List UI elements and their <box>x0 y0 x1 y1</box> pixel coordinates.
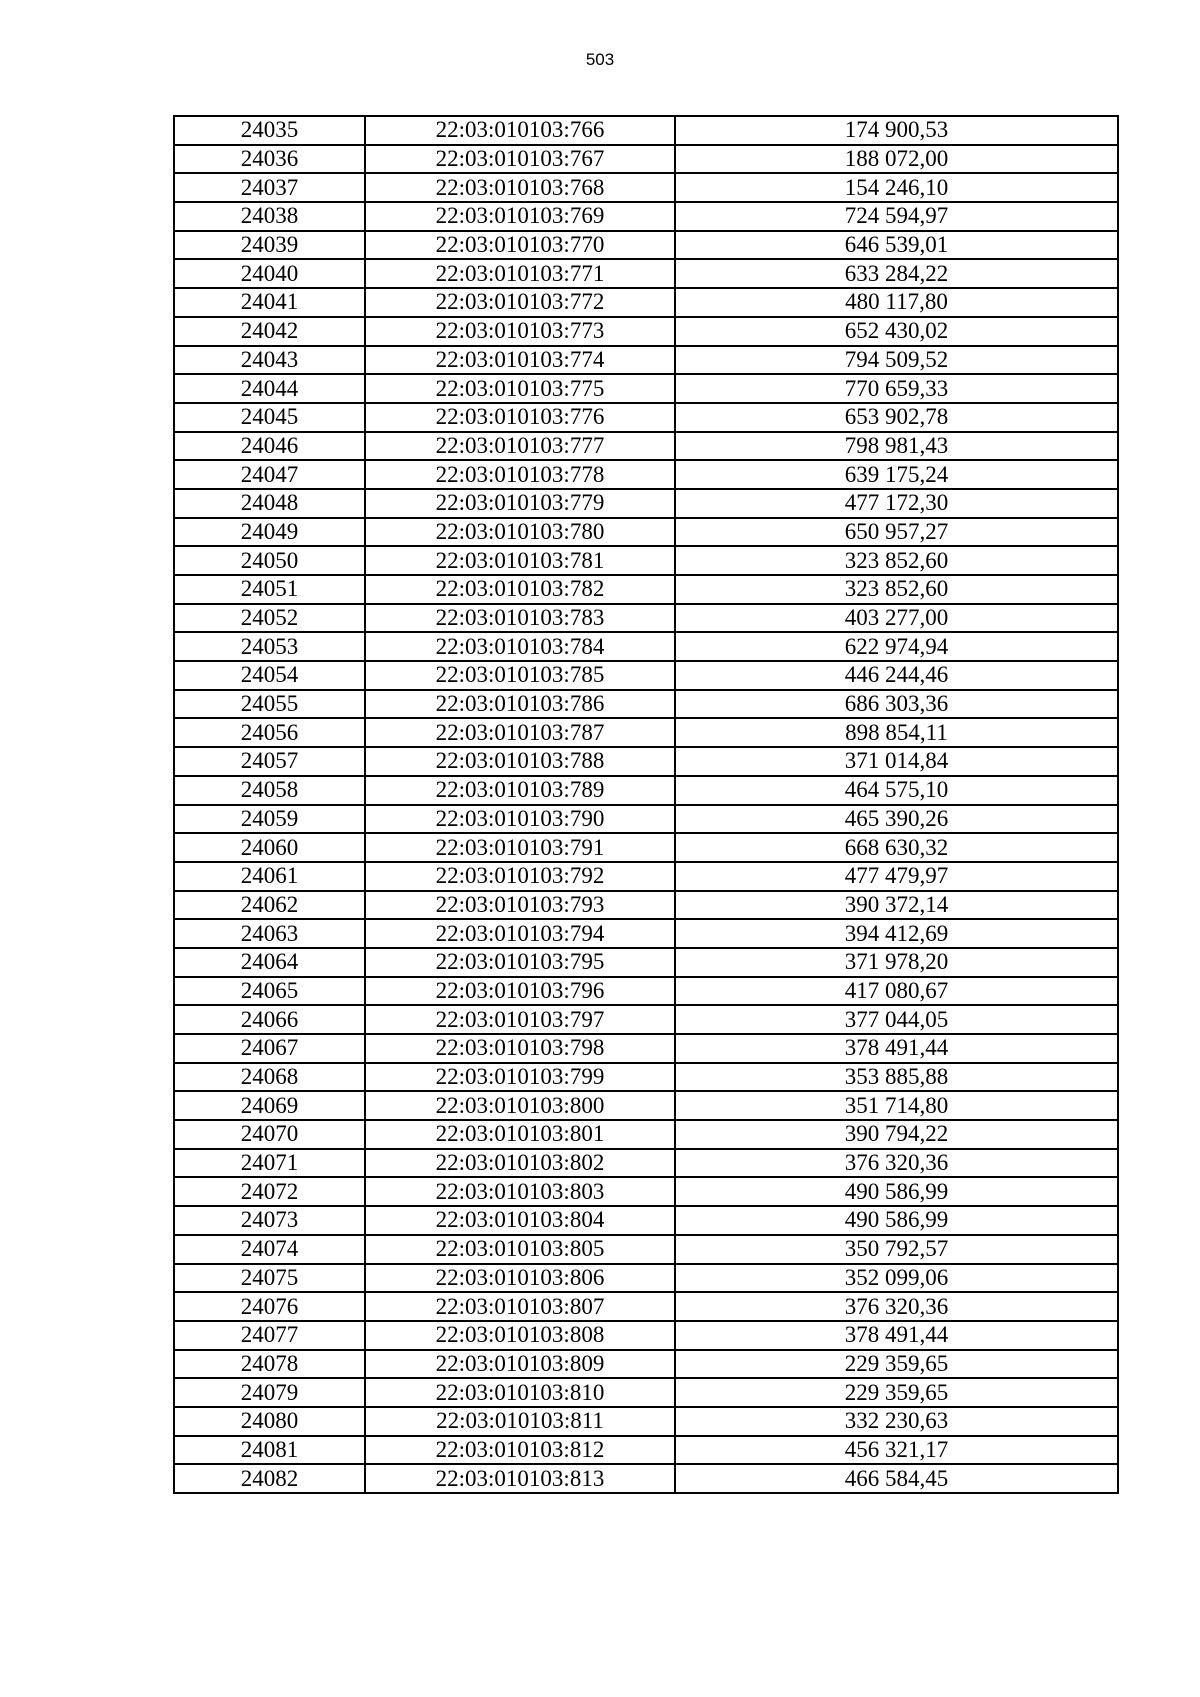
table-row <box>174 202 1118 231</box>
table-row <box>174 977 1118 1006</box>
row-number-cell: 24038 <box>174 202 365 231</box>
table-row <box>174 288 1118 317</box>
row-number-cell: 24066 <box>174 1005 365 1034</box>
cadastral-number-cell: 22:03:010103:804 <box>365 1206 675 1235</box>
cadastral-number-cell: 22:03:010103:794 <box>365 919 675 948</box>
row-number-cell: 24057 <box>174 747 365 776</box>
cadastral-number-cell: 22:03:010103:773 <box>365 317 675 346</box>
row-number-cell: 24040 <box>174 259 365 288</box>
table-row <box>174 690 1118 719</box>
table-row <box>174 805 1118 834</box>
cadastral-value-cell: 350 792,57 <box>675 1235 1118 1264</box>
table-row <box>174 1149 1118 1178</box>
cadastral-number-cell: 22:03:010103:791 <box>365 833 675 862</box>
row-number-cell: 24047 <box>174 460 365 489</box>
cadastral-number-cell: 22:03:010103:782 <box>365 575 675 604</box>
row-number-cell: 24064 <box>174 948 365 977</box>
cadastral-number-cell: 22:03:010103:783 <box>365 604 675 633</box>
row-number-cell: 24048 <box>174 489 365 518</box>
table-row <box>174 632 1118 661</box>
cadastral-value-cell: 403 277,00 <box>675 604 1118 633</box>
cadastral-number-cell: 22:03:010103:786 <box>365 690 675 719</box>
table-row <box>174 403 1118 432</box>
table-row <box>174 776 1118 805</box>
row-number-cell: 24059 <box>174 805 365 834</box>
cadastral-number-cell: 22:03:010103:803 <box>365 1177 675 1206</box>
row-number-cell: 24065 <box>174 977 365 1006</box>
cadastral-value-cell: 188 072,00 <box>675 145 1118 174</box>
cadastral-number-cell: 22:03:010103:778 <box>365 460 675 489</box>
table-row <box>174 460 1118 489</box>
table-row <box>174 346 1118 375</box>
table-row <box>174 747 1118 776</box>
table-row <box>174 919 1118 948</box>
cadastral-number-cell: 22:03:010103:776 <box>365 403 675 432</box>
cadastral-number-cell: 22:03:010103:777 <box>365 432 675 461</box>
row-number-cell: 24045 <box>174 403 365 432</box>
cadastral-value-cell: 376 320,36 <box>675 1292 1118 1321</box>
row-number-cell: 24042 <box>174 317 365 346</box>
cadastral-value-cell: 378 491,44 <box>675 1034 1118 1063</box>
row-number-cell: 24070 <box>174 1120 365 1149</box>
row-number-cell: 24041 <box>174 288 365 317</box>
row-number-cell: 24054 <box>174 661 365 690</box>
cadastral-value-cell: 371 978,20 <box>675 948 1118 977</box>
cadastral-value-cell: 332 230,63 <box>675 1407 1118 1436</box>
row-number-cell: 24053 <box>174 632 365 661</box>
row-number-cell: 24058 <box>174 776 365 805</box>
row-number-cell: 24076 <box>174 1292 365 1321</box>
cadastral-value-cell: 376 320,36 <box>675 1149 1118 1178</box>
cadastral-number-cell: 22:03:010103:812 <box>365 1436 675 1465</box>
cadastral-value-cell: 323 852,60 <box>675 546 1118 575</box>
cadastral-value-cell: 490 586,99 <box>675 1206 1118 1235</box>
table-row <box>174 145 1118 174</box>
table-row <box>174 546 1118 575</box>
cadastral-value-cell: 724 594,97 <box>675 202 1118 231</box>
cadastral-value-cell: 390 794,22 <box>675 1120 1118 1149</box>
cadastral-number-cell: 22:03:010103:801 <box>365 1120 675 1149</box>
table-row <box>174 948 1118 977</box>
table-row <box>174 604 1118 633</box>
table-row <box>174 1264 1118 1293</box>
cadastral-number-cell: 22:03:010103:800 <box>365 1091 675 1120</box>
cadastral-number-cell: 22:03:010103:807 <box>365 1292 675 1321</box>
cadastral-value-table <box>173 115 1119 1494</box>
row-number-cell: 24080 <box>174 1407 365 1436</box>
table-row <box>174 1063 1118 1092</box>
table-row <box>174 1292 1118 1321</box>
cadastral-value-cell: 650 957,27 <box>675 518 1118 547</box>
cadastral-value-cell: 794 509,52 <box>675 346 1118 375</box>
cadastral-value-cell: 323 852,60 <box>675 575 1118 604</box>
table-row <box>174 1464 1118 1493</box>
table-row <box>174 862 1118 891</box>
cadastral-number-cell: 22:03:010103:774 <box>365 346 675 375</box>
cadastral-value-cell: 770 659,33 <box>675 374 1118 403</box>
cadastral-number-cell: 22:03:010103:793 <box>365 891 675 920</box>
row-number-cell: 24069 <box>174 1091 365 1120</box>
row-number-cell: 24055 <box>174 690 365 719</box>
cadastral-value-cell: 639 175,24 <box>675 460 1118 489</box>
row-number-cell: 24073 <box>174 1206 365 1235</box>
cadastral-value-cell: 352 099,06 <box>675 1264 1118 1293</box>
cadastral-number-cell: 22:03:010103:785 <box>365 661 675 690</box>
cadastral-number-cell: 22:03:010103:775 <box>365 374 675 403</box>
table-row <box>174 259 1118 288</box>
cadastral-number-cell: 22:03:010103:767 <box>365 145 675 174</box>
row-number-cell: 24074 <box>174 1235 365 1264</box>
cadastral-number-cell: 22:03:010103:769 <box>365 202 675 231</box>
table-row <box>174 1436 1118 1465</box>
table-row <box>174 432 1118 461</box>
row-number-cell: 24052 <box>174 604 365 633</box>
cadastral-number-cell: 22:03:010103:795 <box>365 948 675 977</box>
row-number-cell: 24050 <box>174 546 365 575</box>
row-number-cell: 24075 <box>174 1264 365 1293</box>
cadastral-number-cell: 22:03:010103:813 <box>365 1464 675 1493</box>
cadastral-value-cell: 456 321,17 <box>675 1436 1118 1465</box>
row-number-cell: 24049 <box>174 518 365 547</box>
row-number-cell: 24056 <box>174 718 365 747</box>
row-number-cell: 24067 <box>174 1034 365 1063</box>
cadastral-number-cell: 22:03:010103:810 <box>365 1378 675 1407</box>
cadastral-value-cell: 378 491,44 <box>675 1321 1118 1350</box>
table-row <box>174 1378 1118 1407</box>
cadastral-number-cell: 22:03:010103:798 <box>365 1034 675 1063</box>
cadastral-value-cell: 477 479,97 <box>675 862 1118 891</box>
table-row <box>174 317 1118 346</box>
row-number-cell: 24037 <box>174 173 365 202</box>
cadastral-value-cell: 652 430,02 <box>675 317 1118 346</box>
cadastral-number-cell: 22:03:010103:799 <box>365 1063 675 1092</box>
cadastral-number-cell: 22:03:010103:792 <box>365 862 675 891</box>
cadastral-number-cell: 22:03:010103:788 <box>365 747 675 776</box>
row-number-cell: 24043 <box>174 346 365 375</box>
cadastral-value-cell: 390 372,14 <box>675 891 1118 920</box>
cadastral-value-cell: 646 539,01 <box>675 231 1118 260</box>
cadastral-number-cell: 22:03:010103:805 <box>365 1235 675 1264</box>
table-row <box>174 891 1118 920</box>
cadastral-number-cell: 22:03:010103:809 <box>365 1350 675 1379</box>
table-row <box>174 1120 1118 1149</box>
cadastral-value-cell: 653 902,78 <box>675 403 1118 432</box>
cadastral-number-cell: 22:03:010103:770 <box>365 231 675 260</box>
cadastral-value-cell: 174 900,53 <box>675 116 1118 145</box>
row-number-cell: 24036 <box>174 145 365 174</box>
table-row <box>174 833 1118 862</box>
cadastral-value-cell: 466 584,45 <box>675 1464 1118 1493</box>
cadastral-value-cell: 353 885,88 <box>675 1063 1118 1092</box>
row-number-cell: 24060 <box>174 833 365 862</box>
row-number-cell: 24039 <box>174 231 365 260</box>
cadastral-value-cell: 371 014,84 <box>675 747 1118 776</box>
row-number-cell: 24062 <box>174 891 365 920</box>
cadastral-number-cell: 22:03:010103:808 <box>365 1321 675 1350</box>
table-row <box>174 1206 1118 1235</box>
cadastral-number-cell: 22:03:010103:811 <box>365 1407 675 1436</box>
cadastral-value-cell: 377 044,05 <box>675 1005 1118 1034</box>
cadastral-value-cell: 477 172,30 <box>675 489 1118 518</box>
cadastral-number-cell: 22:03:010103:787 <box>365 718 675 747</box>
cadastral-number-cell: 22:03:010103:781 <box>365 546 675 575</box>
row-number-cell: 24046 <box>174 432 365 461</box>
cadastral-value-cell: 394 412,69 <box>675 919 1118 948</box>
table-row <box>174 374 1118 403</box>
table-row <box>174 718 1118 747</box>
cadastral-number-cell: 22:03:010103:796 <box>365 977 675 1006</box>
cadastral-number-cell: 22:03:010103:802 <box>365 1149 675 1178</box>
row-number-cell: 24079 <box>174 1378 365 1407</box>
cadastral-number-cell: 22:03:010103:789 <box>365 776 675 805</box>
cadastral-value-cell: 465 390,26 <box>675 805 1118 834</box>
cadastral-value-cell: 229 359,65 <box>675 1350 1118 1379</box>
row-number-cell: 24068 <box>174 1063 365 1092</box>
cadastral-number-cell: 22:03:010103:772 <box>365 288 675 317</box>
row-number-cell: 24061 <box>174 862 365 891</box>
cadastral-number-cell: 22:03:010103:766 <box>365 116 675 145</box>
table-row <box>174 1034 1118 1063</box>
table-row <box>174 661 1118 690</box>
cadastral-value-cell: 480 117,80 <box>675 288 1118 317</box>
row-number-cell: 24077 <box>174 1321 365 1350</box>
cadastral-value-cell: 622 974,94 <box>675 632 1118 661</box>
table-row <box>174 173 1118 202</box>
cadastral-number-cell: 22:03:010103:768 <box>365 173 675 202</box>
table-row <box>174 1235 1118 1264</box>
cadastral-value-cell: 490 586,99 <box>675 1177 1118 1206</box>
cadastral-value-cell: 898 854,11 <box>675 718 1118 747</box>
page-number: 503 <box>585 50 615 69</box>
row-number-cell: 24071 <box>174 1149 365 1178</box>
cadastral-number-cell: 22:03:010103:784 <box>365 632 675 661</box>
cadastral-number-cell: 22:03:010103:771 <box>365 259 675 288</box>
table-row <box>174 1321 1118 1350</box>
cadastral-number-cell: 22:03:010103:797 <box>365 1005 675 1034</box>
cadastral-value-cell: 154 246,10 <box>675 173 1118 202</box>
cadastral-value-cell: 417 080,67 <box>675 977 1118 1006</box>
table-row <box>174 116 1118 145</box>
row-number-cell: 24051 <box>174 575 365 604</box>
cadastral-value-cell: 446 244,46 <box>675 661 1118 690</box>
cadastral-value-cell: 464 575,10 <box>675 776 1118 805</box>
cadastral-number-cell: 22:03:010103:779 <box>365 489 675 518</box>
cadastral-value-cell: 798 981,43 <box>675 432 1118 461</box>
table-row <box>174 489 1118 518</box>
row-number-cell: 24082 <box>174 1464 365 1493</box>
cadastral-number-cell: 22:03:010103:806 <box>365 1264 675 1293</box>
cadastral-value-cell: 668 630,32 <box>675 833 1118 862</box>
table-row <box>174 518 1118 547</box>
table-row <box>174 1177 1118 1206</box>
table-row <box>174 575 1118 604</box>
table-row <box>174 1005 1118 1034</box>
table-row <box>174 1091 1118 1120</box>
cadastral-value-cell: 633 284,22 <box>675 259 1118 288</box>
table-row <box>174 1350 1118 1379</box>
row-number-cell: 24072 <box>174 1177 365 1206</box>
row-number-cell: 24044 <box>174 374 365 403</box>
cadastral-value-cell: 229 359,65 <box>675 1378 1118 1407</box>
row-number-cell: 24035 <box>174 116 365 145</box>
table-row <box>174 231 1118 260</box>
cadastral-value-cell: 686 303,36 <box>675 690 1118 719</box>
table-body <box>174 116 1118 1493</box>
row-number-cell: 24078 <box>174 1350 365 1379</box>
row-number-cell: 24063 <box>174 919 365 948</box>
row-number-cell: 24081 <box>174 1436 365 1465</box>
table-row <box>174 1407 1118 1436</box>
cadastral-value-cell: 351 714,80 <box>675 1091 1118 1120</box>
cadastral-number-cell: 22:03:010103:780 <box>365 518 675 547</box>
cadastral-number-cell: 22:03:010103:790 <box>365 805 675 834</box>
